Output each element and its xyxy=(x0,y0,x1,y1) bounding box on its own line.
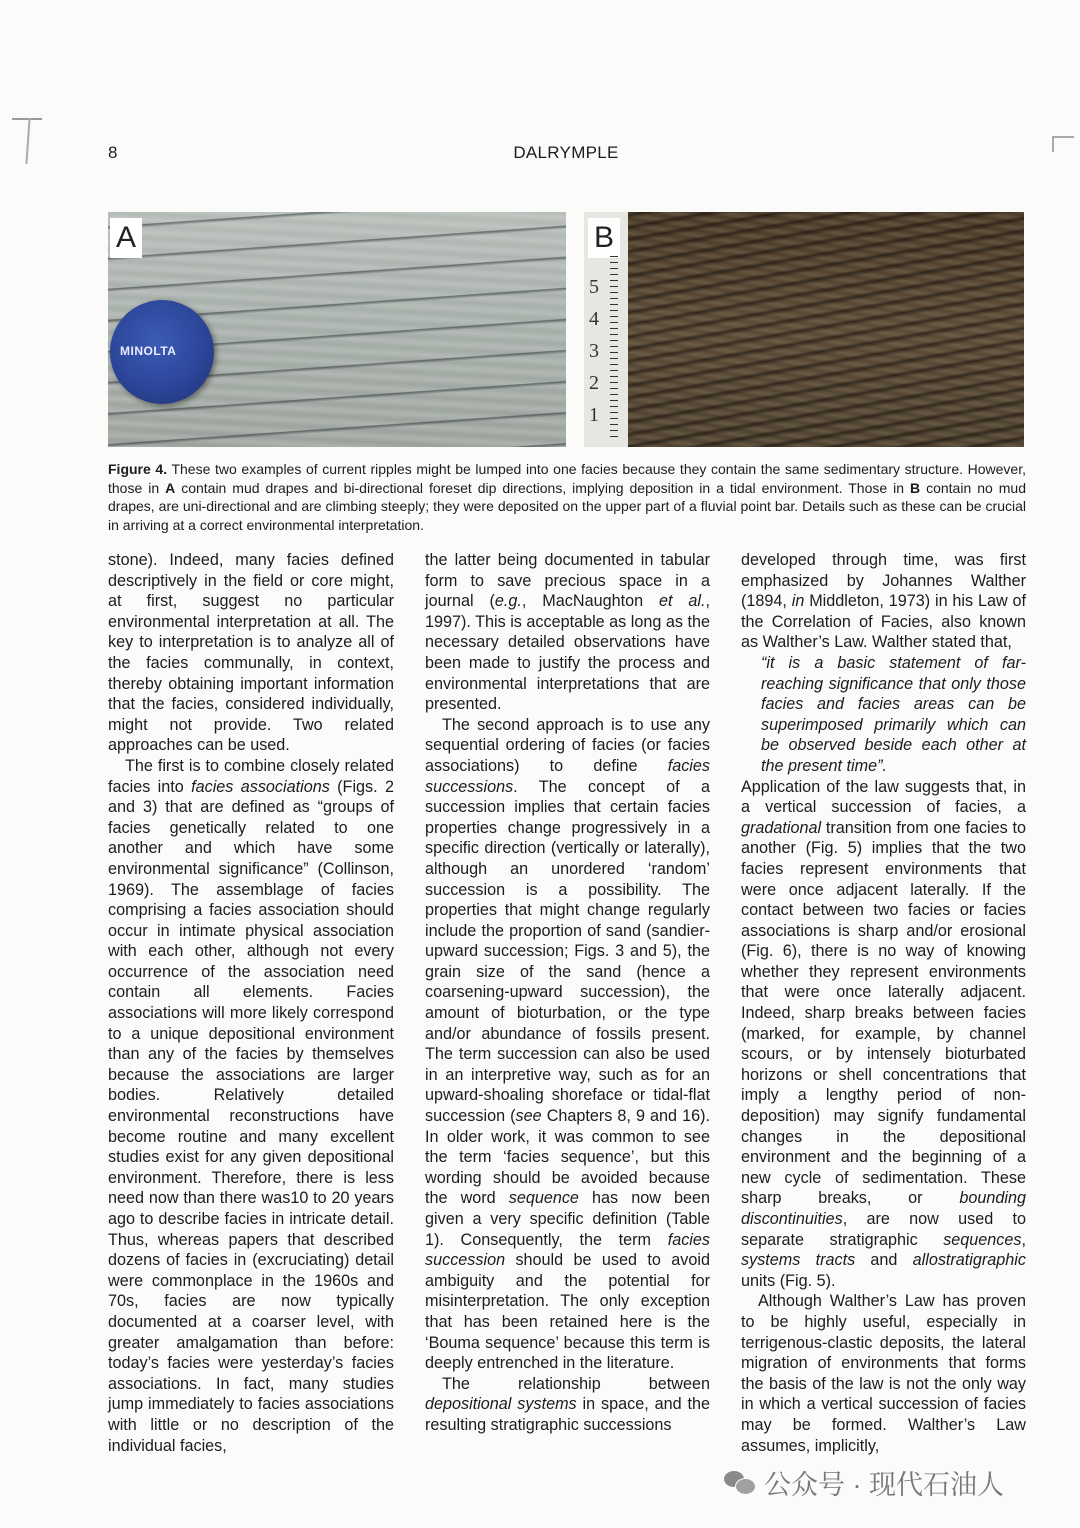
figure-caption xyxy=(108,460,1026,534)
block-quote: “it is a basic statement of far-reaching significance that only those facies and facies areas can be superimposed primarily which can be observed beside each other at the present time”. xyxy=(761,653,1026,775)
page-number: 8 xyxy=(108,143,118,162)
lens-cap-brand: MINOLTA xyxy=(120,344,177,358)
running-head: DALRYMPLE xyxy=(513,143,619,162)
caption-ref-a: A xyxy=(165,479,176,496)
panel-label-b: B xyxy=(588,218,620,258)
caption-ref-b: B xyxy=(910,479,921,496)
text-run: Application of the law suggests that, in a vertical succession of facies, a xyxy=(741,777,1026,817)
paragraph: stone). Indeed, many facies defined descriptively in the field or core might, at first, suggest no particular environmental interpretation at all. The key to interpretation is to analyze all of the facies communally, in context, thereby obtaining important information that the facies, considered individually, might not provide. Two related approaches can be used. xyxy=(108,551,394,755)
text-run: transition from one facies to another (Fig. 5) implies that the two facies represent environments that were once adjacent laterally. If the contact between two facies or facies associations is sharp and/or erosional (Fig. 6), there is no way of knowing whether they represent environments that were once laterally adjacent. Indeed, sharp breaks between facies (marked, for example, by channel scours, or by intensely bioturbated horizons or shell concentrations that imply a lengthy period of non-deposition) may signify fundamental changes in the depositional environment and the beginning of a new cycle of sedimentation. These sharp breaks, or xyxy=(741,818,1026,1208)
text-run: , 1997). This is acceptable as long as the necessary detailed observations have been made to justify the process and environmental interpretations that are presented. xyxy=(425,592,710,714)
text-run: in space, and the resulting stratigraphic successions xyxy=(425,1395,710,1434)
text-run: The first is to combine closely related facies into xyxy=(108,756,394,796)
emphasis: facies associations xyxy=(191,777,330,796)
caption-text: contain no mud drapes, are uni-directional and are climbing steeply; they were deposited on the upper part of a fluvial point bar. Details such as these can be crucial in arriving at a correct environmental interpretation. xyxy=(108,479,1026,533)
text-run: , are now used to separate stratigraphic xyxy=(741,1210,1026,1249)
text-column-3 xyxy=(741,550,1026,1456)
emphasis: facies succession xyxy=(425,1230,710,1270)
paragraph xyxy=(425,1374,710,1436)
text-run: . The concept of a succession implies that certain facies properties change progressively in a specific direction (vertically or laterally), although an unordered ‘random’ succession is a possibility. The properties that might change regularly include the proportion of sand (sandier-upward succession; Figs. 3 and 5), the grain size of the sand (hence a coarsening-upward succession), the amount of bioturbation, or the type and/or abundance of fossils present. The term succession can also be used in an interpretive way, such as for an upward-shoaling shoreface or tidal-flat succession ( xyxy=(425,777,710,1126)
caption-label: Figure 4. xyxy=(108,461,168,477)
scale-mark: 4 xyxy=(589,308,599,330)
text-run: The relationship between xyxy=(442,1374,710,1393)
emphasis: see xyxy=(515,1107,542,1126)
text-run: should be used to avoid ambiguity and the potential for misinterpretation. The only exception that has been retained here is the ‘Bouma sequence’ because this term is deeply entrenched in the literature. xyxy=(425,1251,710,1373)
paragraph xyxy=(741,777,1026,1292)
figure-photo-a xyxy=(108,212,566,447)
text-run: has now been given a very specific definition (Table 1). Consequently, the term xyxy=(425,1189,710,1249)
scale-mark: 3 xyxy=(589,340,599,362)
watermark xyxy=(724,1462,1004,1502)
paragraph: Although Walther’s Law has proven to be highly useful, especially in terrigenous-clastic deposits, the lateral migration of environments that forms the basis of the law is not the only way in which a vertical succession of facies may be formed. Walther’s Law assumes, implicitly, xyxy=(741,1292,1026,1455)
text-column-2 xyxy=(425,550,710,1436)
lens-cap xyxy=(110,300,214,404)
panel-label-a: A xyxy=(110,218,142,258)
figure-photo-b xyxy=(584,212,1024,447)
paragraph xyxy=(425,550,710,715)
emphasis: allostratigraphic xyxy=(912,1251,1026,1270)
emphasis: facies successions xyxy=(425,756,710,796)
text-run: Middleton, 1973) in his Law of the Correlation of Facies, also known as Walther’s Law. Walther stated that, xyxy=(741,592,1026,652)
text-run: and xyxy=(855,1251,913,1270)
paragraph xyxy=(425,715,710,1374)
watermark-text: 公众号 · 现代石油人 xyxy=(764,1469,1004,1500)
text-run: Chapters 8, 9 and 16). In older work, it was common to see the term ‘facies sequence’, but this wording should be avoided because the word xyxy=(425,1107,711,1208)
paragraph xyxy=(741,550,1026,653)
text-column-1 xyxy=(108,550,394,1456)
emphasis: e.g. xyxy=(494,592,522,611)
text-run: units (Fig. 5). xyxy=(741,1271,836,1290)
paragraph xyxy=(108,756,394,1456)
text-run: , xyxy=(1021,1230,1026,1249)
scale-ruler xyxy=(610,256,618,442)
scale-mark: 5 xyxy=(589,276,599,298)
emphasis: systems tracts xyxy=(741,1251,856,1270)
emphasis: sequence xyxy=(508,1189,579,1208)
text-run: , MacNaughton xyxy=(521,592,659,611)
emphasis: depositional systems xyxy=(425,1395,577,1414)
emphasis: in xyxy=(791,592,805,611)
emphasis: bounding discontinuities xyxy=(741,1189,1026,1228)
text-run: developed through time, was first emphasized by Johannes Walther (1894, xyxy=(741,551,1026,611)
scale-mark: 1 xyxy=(589,404,599,426)
text-run: The second approach is to use any sequential ordering of facies (or facies associations) to define xyxy=(425,715,710,775)
emphasis: sequences xyxy=(943,1230,1022,1249)
text-run: (Figs. 2 and 3) that are defined as “groups of facies genetically related to one another and which have some environmental significance” (Collinson, 1969). The assemblage of facies comprising a facies association should occur in intimate physical association with each other, although not every occurrence of the association need contain all elements. Facies associations will more likely correspond to a unique depositional environment than any of the facies by themselves because the associations are larger bodies. Relatively detailed environmental reconstructions have become routine and many excellent studies exist for any given depositional environment. Therefore, there is less need now than there was10 to 20 years ago to describe facies in intricate detail. Thus, whereas papers that described dozens of facies in (excruciating) detail were commonplace in the 1960s and 70s, facies are now typically documented at a coarser level, with greater amalgamation than before: today’s facies were yesterday’s facies associations. In fact, many studies jump immediately to facies associations with little or no description of the individual facies, xyxy=(108,777,394,1455)
caption-text: contain mud drapes and bi-directional foreset dip directions, implying deposition in a tidal environment. Those in xyxy=(175,479,910,496)
rock-texture xyxy=(628,212,1024,447)
scale-mark: 2 xyxy=(589,372,599,394)
emphasis: et al. xyxy=(659,592,706,611)
wechat-icon xyxy=(724,1469,754,1495)
caption-text: These two examples of current ripples might be lumped into one facies because they contain the same sedimentary structure. However, those in xyxy=(108,461,1026,496)
text-run: the latter being documented in tabular form to save precious space in a journal ( xyxy=(425,551,710,611)
emphasis: gradational xyxy=(741,818,822,837)
